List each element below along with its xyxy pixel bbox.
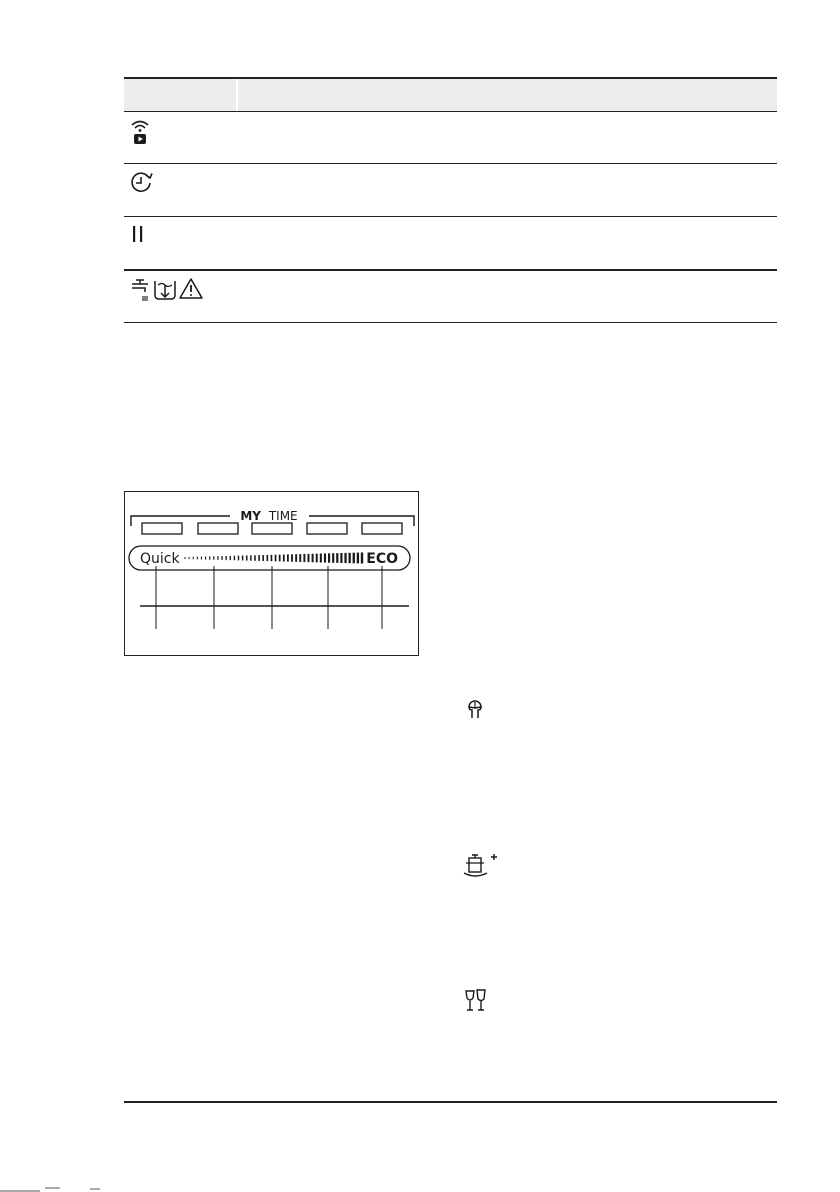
tick-mark	[353, 553, 355, 564]
time-segments	[142, 523, 402, 534]
tick-mark	[267, 555, 269, 561]
tick-mark	[197, 557, 198, 560]
glasses-icon	[463, 988, 489, 1018]
tick-mark	[209, 556, 210, 559]
tick-mark	[308, 554, 310, 562]
pot-plus-icon	[463, 852, 499, 884]
tick-mark	[230, 556, 231, 560]
tick-mark	[299, 554, 301, 562]
tick-mark	[340, 553, 342, 563]
tick-mark	[193, 557, 194, 559]
my-time-display-diagram	[124, 491, 419, 656]
table-row	[124, 270, 777, 323]
tick-mark	[316, 554, 318, 563]
duration-tick-bar	[185, 553, 364, 564]
crop-mark	[0, 1186, 120, 1192]
tick-mark	[262, 555, 264, 561]
tick-mark	[336, 553, 338, 563]
tick-mark	[287, 554, 289, 561]
time-segment	[142, 523, 182, 534]
tick-mark	[361, 553, 363, 564]
tick-mark	[254, 555, 256, 561]
tick-mark	[185, 557, 186, 559]
tick-mark	[238, 556, 239, 561]
tick-mark	[217, 556, 218, 560]
my-time-display-svg	[125, 492, 420, 657]
tick-mark	[250, 555, 252, 560]
tick-mark	[283, 554, 285, 561]
tick-mark	[357, 553, 359, 564]
tick-mark	[279, 555, 281, 562]
tick-mark	[312, 554, 314, 562]
wifi-remote-start-icon	[129, 118, 151, 152]
footer-rule	[124, 1101, 777, 1103]
tick-mark	[234, 556, 235, 561]
time-segment	[252, 523, 292, 534]
callout-lines	[156, 566, 382, 629]
tick-mark	[205, 556, 206, 559]
table-header-row	[124, 77, 777, 112]
tick-mark	[213, 556, 214, 559]
cutlery-icon	[463, 697, 487, 725]
tick-mark	[332, 553, 334, 563]
tick-mark	[291, 554, 293, 561]
my-label: MY	[240, 509, 261, 523]
table-row	[124, 112, 777, 164]
svg-text:MY TIME	[240, 509, 297, 523]
tick-mark	[349, 553, 351, 563]
time-segment	[362, 523, 402, 534]
quick-label: Quick	[140, 551, 180, 567]
tick-mark	[201, 557, 202, 560]
pause-icon	[129, 223, 149, 253]
tick-mark	[221, 556, 222, 560]
tick-mark	[226, 556, 227, 560]
eco-label: ECO	[366, 551, 398, 567]
tick-mark	[275, 555, 277, 562]
tick-mark	[258, 555, 260, 561]
table-row	[124, 164, 777, 217]
delay-timer-icon	[129, 170, 155, 200]
tick-mark	[320, 554, 322, 563]
time-segment	[307, 523, 347, 534]
time-label: TIME	[268, 509, 298, 523]
tick-mark	[189, 557, 190, 559]
tick-mark	[246, 555, 247, 560]
tick-mark	[271, 555, 273, 561]
tick-mark	[324, 553, 326, 562]
faucet-drain-warning-icons	[129, 275, 209, 309]
tick-mark	[242, 556, 243, 561]
tick-mark	[328, 553, 330, 562]
tick-mark	[344, 553, 346, 563]
tick-mark	[295, 554, 297, 562]
time-segment	[198, 523, 238, 534]
table-row	[124, 217, 777, 270]
tick-mark	[303, 554, 305, 562]
indicator-table	[124, 77, 777, 323]
